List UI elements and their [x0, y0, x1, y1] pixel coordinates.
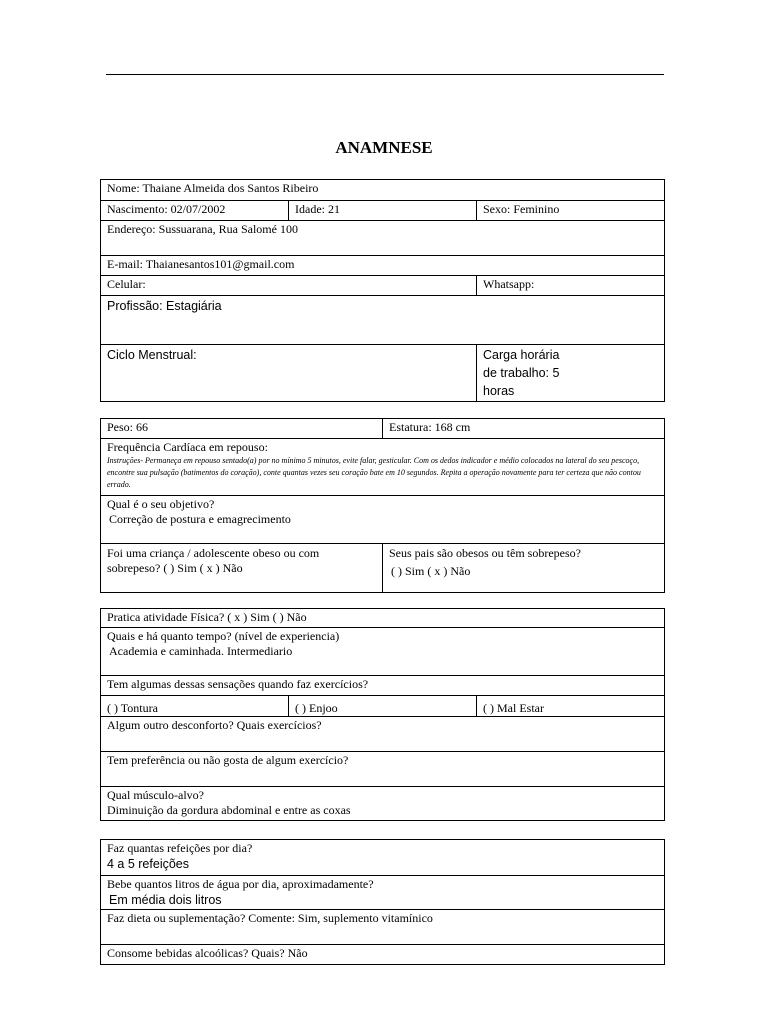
workload-cell: [477, 345, 665, 402]
activity-table: [100, 608, 665, 821]
name-text: Nome: Thaiane Almeida dos Santos Ribeiro: [107, 181, 319, 195]
childhood-obesity-answer: sobrepeso? ( ) Sim ( x ) Não: [107, 561, 243, 575]
target-muscle-answer: Diminuição da gordura abdominal e entre as coxas: [107, 803, 351, 817]
age-cell: [289, 201, 477, 221]
weight-cell: [101, 419, 383, 439]
personal-info-table: [100, 179, 665, 402]
heart-rate-cell: [101, 439, 665, 496]
objective-question: Qual é o seu objetivo?: [107, 497, 215, 511]
page-title: ANAMNESE: [335, 138, 433, 157]
whatsapp-label: Whatsapp:: [483, 277, 535, 291]
objective-cell: [101, 496, 665, 544]
heart-rate-instructions: Instruções- Permaneça em repouso sentado(a) por no mínimo 5 minutos, evite falar, gesticular. Com os dedos indicador e médio colocados na lateral do seu pescoço, encontre sua pulsação (batimentos do coração), conte quantas vezes seu coração bate em 10 segundos. Repita a operação novamente para ter certeza que não contou errado.: [107, 456, 641, 489]
target-muscle-cell: [101, 787, 665, 821]
discomfort-question: Algum outro desconforto? Quais exercícios?: [107, 718, 322, 732]
name-cell: [101, 180, 665, 201]
physical-activity-text: Pratica atividade Física? ( x ) Sim ( ) Não: [107, 610, 307, 624]
birthdate-text: Nascimento: 02/07/2002: [107, 202, 226, 216]
childhood-obesity-question: Foi uma criança / adolescente obeso ou com: [107, 546, 320, 560]
sex-text: Sexo: Feminino: [483, 202, 560, 216]
parents-obesity-question: Seus pais são obesos ou têm sobrepeso?: [389, 546, 581, 560]
nausea-option: ( ) Enjoo: [295, 701, 338, 715]
workload-line-1: Carga horária: [483, 348, 560, 362]
profession-text: Profissão: Estagiária: [107, 299, 222, 313]
weight-text: Peso: 66: [107, 420, 149, 434]
whatsapp-cell: [477, 276, 665, 296]
workload-line-3: horas: [483, 384, 515, 398]
parents-obesity-answer: ( ) Sim ( x ) Não: [391, 564, 471, 578]
meals-question: Faz quantas refeições por dia?: [107, 841, 253, 855]
workload-line-2: de trabalho: 5: [483, 366, 560, 380]
childhood-obesity-cell: [101, 544, 383, 593]
address-text: Endereço: Sussuarana, Rua Salomé 100: [107, 222, 298, 236]
diet-question: Faz dieta ou suplementação? Comente: Sim, suplemento vitamínico: [107, 911, 433, 925]
meals-cell: [101, 840, 665, 876]
menstrual-cycle-label: Ciclo Menstrual:: [107, 348, 197, 362]
address-cell: [101, 221, 665, 256]
cellphone-cell: [101, 276, 477, 296]
menstrual-cycle-cell: [101, 345, 477, 402]
profession-cell: [101, 296, 665, 345]
water-question: Bebe quantos litros de água por dia, aproximadamente?: [107, 877, 374, 891]
meals-answer: 4 a 5 refeições: [107, 857, 189, 871]
water-answer: Em média dois litros: [109, 893, 222, 907]
physical-activity-cell: [101, 609, 665, 628]
diet-cell: [101, 910, 665, 945]
dizziness-option: ( ) Tontura: [107, 701, 158, 715]
sex-cell: [477, 201, 665, 221]
sensations-cell: [101, 676, 665, 696]
email-cell: [101, 256, 665, 276]
height-text: Estatura: 168 cm: [389, 420, 471, 434]
malaise-option: ( ) Mal Estar: [483, 701, 544, 715]
age-text: Idade: 21: [295, 202, 340, 216]
nutrition-table: [100, 839, 665, 965]
birthdate-cell: [101, 201, 289, 221]
height-cell: [383, 419, 665, 439]
alcohol-cell: [101, 945, 665, 965]
dizziness-cell: [101, 696, 289, 717]
preference-question: Tem preferência ou não gosta de algum exercício?: [107, 753, 349, 767]
experience-cell: [101, 628, 665, 676]
email-text: E-mail: Thaianesantos101@gmail.com: [107, 257, 295, 271]
preference-cell: [101, 752, 665, 787]
experience-question: Quais e há quanto tempo? (nível de experiencia): [107, 629, 340, 643]
malaise-cell: [477, 696, 665, 717]
discomfort-cell: [101, 717, 665, 752]
target-muscle-question: Qual músculo-alvo?: [107, 788, 204, 802]
objective-answer: Correção de postura e emagrecimento: [109, 512, 291, 526]
heart-rate-label: Frequência Cardíaca em repouso:: [107, 440, 268, 454]
experience-answer: Academia e caminhada. Intermediario: [109, 644, 293, 658]
alcohol-question: Consome bebidas alcoólicas? Quais? Não: [107, 946, 308, 960]
sensations-question: Tem algumas dessas sensações quando faz exercícios?: [107, 677, 369, 691]
water-cell: [101, 876, 665, 910]
nausea-cell: [289, 696, 477, 717]
header-rule: [106, 74, 664, 75]
health-table: [100, 418, 665, 593]
parents-obesity-cell: [383, 544, 665, 593]
cellphone-label: Celular:: [107, 277, 146, 291]
